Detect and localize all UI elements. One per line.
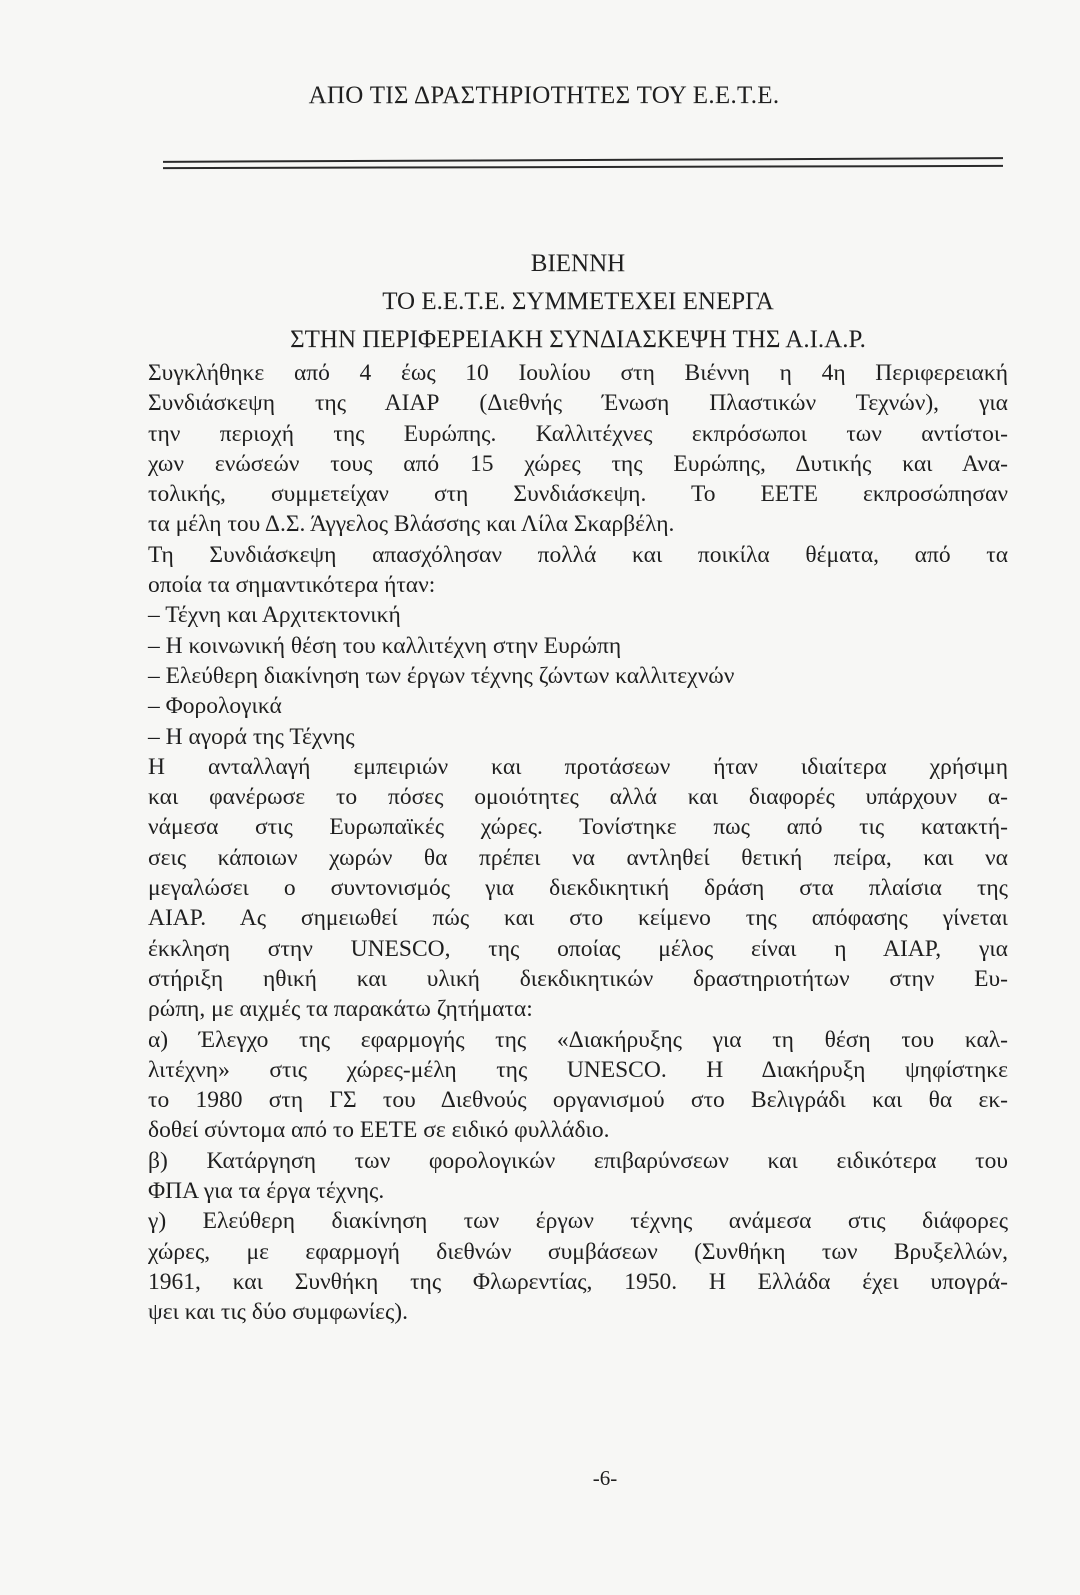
list-item: – Φορολογικά	[148, 693, 282, 720]
text-line: μεγαλώσει ο συντονισμός για διεκδικητική δράση στα πλαίσια της	[148, 875, 1008, 902]
list-item: – Τέχνη και Αρχιτεκτονική	[148, 602, 401, 629]
text-line: και φανέρωσε το πόσες ομοιότητες αλλά και διαφορές υπάρχουν α-	[148, 784, 1008, 811]
text-line: την περιοχή της Ευρώπης. Καλλιτέχνες εκπρόσωποι των αντίστοι-	[148, 420, 1008, 447]
text-line: χων ενώσεών τους από 15 χώρες της Ευρώπης, Δυτικής και Ανα-	[148, 450, 1008, 477]
text-line: έκκληση στην UNESCO, της οποίας μέλος είναι η ΑΙΑΡ, για	[148, 935, 1008, 962]
text-line: α) Έλεγχο της εφαρμογής της «Διακήρυξης για τη θέση του καλ-	[148, 1026, 1008, 1053]
text-line: δοθεί σύντομα από το ΕΕΤΕ σε ειδικό φυλλάδιο.	[148, 1117, 610, 1144]
text-line: Συνδιάσκεψη της ΑΙΑΡ (Διεθνής Ένωση Πλαστικών Τεχνών), για	[148, 390, 1008, 417]
list-item: – Η κοινωνική θέση του καλλιτέχνη στην Ευρώπη	[148, 632, 622, 659]
text-line: τολικής, συμμετείχαν στη Συνδιάσκεψη. Το ΕΕΤΕ εκπροσώπησαν	[148, 481, 1008, 508]
article-title-line: ΤΟ Ε.Ε.Τ.Ε. ΣΥΜΜΕΤΕΧΕΙ ΕΝΕΡΓΑ	[382, 288, 774, 315]
text-line: λιτέχνη» στις χώρες-μέλη της UNESCO. Η Διακήρυξη ψηφίστηκε	[148, 1056, 1008, 1083]
text-line: 1961, και Συνθήκη της Φλωρεντίας, 1950. Η Ελλάδα έχει υπογρά-	[148, 1268, 1008, 1295]
article-body	[148, 358, 1008, 1328]
text-line: ΑΙΑΡ. Ας σημειωθεί πώς και στο κείμενο της απόφασης γίνεται	[148, 905, 1008, 932]
text-line: χώρες, με εφαρμογή διεθνών συμβάσεων (Συνθήκη των Βρυξελλών,	[148, 1238, 1008, 1265]
list-item: – Ελεύθερη διακίνηση των έργων τέχνης ζώντων καλλιτεχνών	[148, 662, 735, 689]
text-line: οποία τα σημαντικότερα ήταν:	[148, 572, 436, 599]
list-item: – Η αγορά της Τέχνης	[148, 723, 355, 750]
header-rule-top	[163, 157, 1003, 163]
text-line: β) Κατάργηση των φορολογικών επιβαρύνσεων και ειδικότερα του	[148, 1147, 1008, 1174]
text-line: γ) Ελεύθερη διακίνηση των έργων τέχνης ανάμεσα στις διάφορες	[148, 1208, 1008, 1235]
text-line: σεις κάποιων χωρών θα πρέπει να αντληθεί θετική πείρα, και να	[148, 844, 1008, 871]
header-rule-bottom	[163, 165, 1003, 169]
running-header: ΑΠΟ ΤΙΣ ΔΡΑΣΤΗΡΙΟΤΗΤΕΣ ΤΟΥ Ε.Ε.Τ.Ε.	[308, 82, 780, 109]
text-line: Η ανταλλαγή εμπειριών και προτάσεων ήταν ιδιαίτερα χρήσιμη	[148, 753, 1008, 780]
text-line: το 1980 στη ΓΣ του Διεθνούς οργανισμού στο Βελιγράδι και θα εκ-	[148, 1087, 1008, 1114]
page-number: -6-	[592, 1466, 618, 1490]
text-line: ψει και τις δύο συμφωνίες).	[148, 1299, 408, 1326]
text-line: ΦΠΑ για τα έργα τέχνης.	[148, 1178, 385, 1205]
text-line: τα μέλη του Δ.Σ. Άγγελος Βλάσσης και Λίλα Σκαρβέλη.	[148, 511, 675, 538]
text-line: Συγκλήθηκε από 4 έως 10 Ιουλίου στη Βιέννη η 4η Περιφερειακή	[148, 360, 1008, 386]
article-title	[148, 245, 1008, 359]
article-title-line: ΒΙΕΝΝΗ	[530, 250, 626, 277]
text-line: νάμεσα στις Ευρωπαϊκές χώρες. Τονίστηκε πως από τις κατακτή-	[148, 814, 1008, 841]
text-line: στήριξη ηθική και υλική διεκδικητικών δραστηριοτήτων στην Ευ-	[148, 965, 1008, 992]
article-title-line: ΣΤΗΝ ΠΕΡΙΦΕΡΕΙΑΚΗ ΣΥΝΔΙΑΣΚΕΨΗ ΤΗΣ Α.Ι.Α.Ρ.	[290, 326, 866, 353]
text-line: Τη Συνδιάσκεψη απασχόλησαν πολλά και ποικίλα θέματα, από τα	[148, 541, 1008, 568]
text-line: ρώπη, με αιχμές τα παρακάτω ζητήματα:	[148, 996, 533, 1023]
